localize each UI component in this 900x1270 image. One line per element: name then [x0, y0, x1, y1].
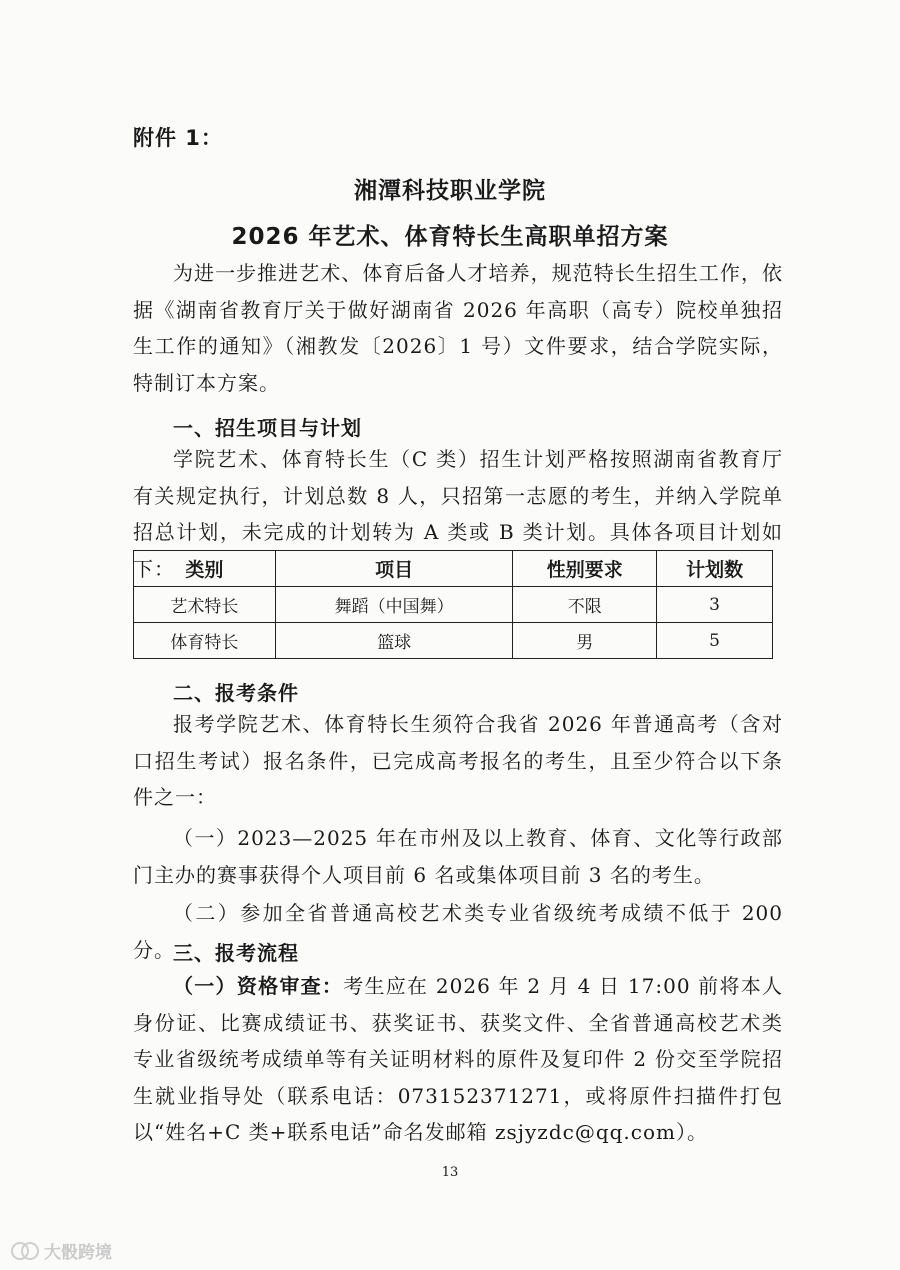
section3-item1-label: （一）资格审查：	[173, 974, 344, 998]
plan-table	[133, 550, 773, 659]
section3-item1-body: 考生应在 2026 年 2 月 4 日 17:00 前将本人身份证、比赛成绩证书、获奖证书、获奖文件、全省普通高校艺术类专业省级统考成绩单等有关证明材料的原件及复印件 2 份交至学院招生就业指导处（联系电话：073152371271，或将原件扫描件打包以“姓名+C 类+联系电话”命名发邮箱 zsjyzdc@qq.com）。	[133, 974, 784, 1144]
section2-item2: （二）参加全省普通高校艺术类专业省级统考成绩不低于 200 分。	[133, 901, 783, 962]
school-title: 湘潭科技职业学院	[354, 178, 546, 204]
page-number: 13	[441, 1165, 459, 1180]
section3-item1	[133, 968, 783, 1151]
watermark-logo-icon	[10, 1240, 40, 1262]
section3-heading: 三、报考流程	[173, 941, 299, 965]
table-cell: 艺术特长	[134, 587, 276, 623]
table-header-row	[134, 551, 773, 587]
table-cell: 舞蹈（中国舞）	[275, 587, 513, 623]
watermark-text: 大骰跨境	[44, 1243, 112, 1263]
watermark	[10, 1238, 112, 1263]
section1-heading: 一、招生项目与计划	[173, 416, 362, 440]
section2-item1: （一）2023—2025 年在市州及以上教育、体育、文化等行政部门主办的赛事获得个人项目前 6 名或集体项目前 3 名的考生。	[133, 826, 783, 887]
table-header-cell: 计划数	[657, 551, 773, 587]
section2-body: 报考学院艺术、体育特长生须符合我省 2026 年普通高考（含对口招生考试）报名条件，已完成高考报名的考生，且至少符合以下条件之一：	[133, 712, 783, 809]
table-cell: 男	[513, 623, 657, 659]
intro-paragraph: 为进一步推进艺术、体育后备人才培养，规范特长生招生工作，依据《湖南省教育厅关于做好湖南省 2026 年高职（高专）院校单独招生工作的通知》（湘教发〔2026〕1 号）文件要求，结合学院实际，特制订本方案。	[133, 261, 783, 395]
table-cell: 5	[657, 623, 773, 659]
table-cell: 篮球	[275, 623, 513, 659]
attachment-label: 附件 1：	[133, 126, 223, 150]
table-header-cell: 性别要求	[513, 551, 657, 587]
table-header-cell: 项目	[275, 551, 513, 587]
table-cell: 体育特长	[134, 623, 276, 659]
table-row	[134, 623, 773, 659]
plan-title: 2026 年艺术、体育特长生高职单招方案	[231, 224, 669, 250]
table-header-cell: 类别	[134, 551, 276, 587]
section2-heading: 二、报考条件	[173, 681, 299, 705]
section1-body: 学院艺术、体育特长生（C 类）招生计划严格按照湖南省教育厅有关规定执行，计划总数 8 人，只招第一志愿的考生，并纳入学院单招总计划，未完成的计划转为 A 类或 B 类计划。具体各项目计划如下：	[133, 447, 783, 581]
table-cell: 3	[657, 587, 773, 623]
table-cell: 不限	[513, 587, 657, 623]
table-row	[134, 587, 773, 623]
